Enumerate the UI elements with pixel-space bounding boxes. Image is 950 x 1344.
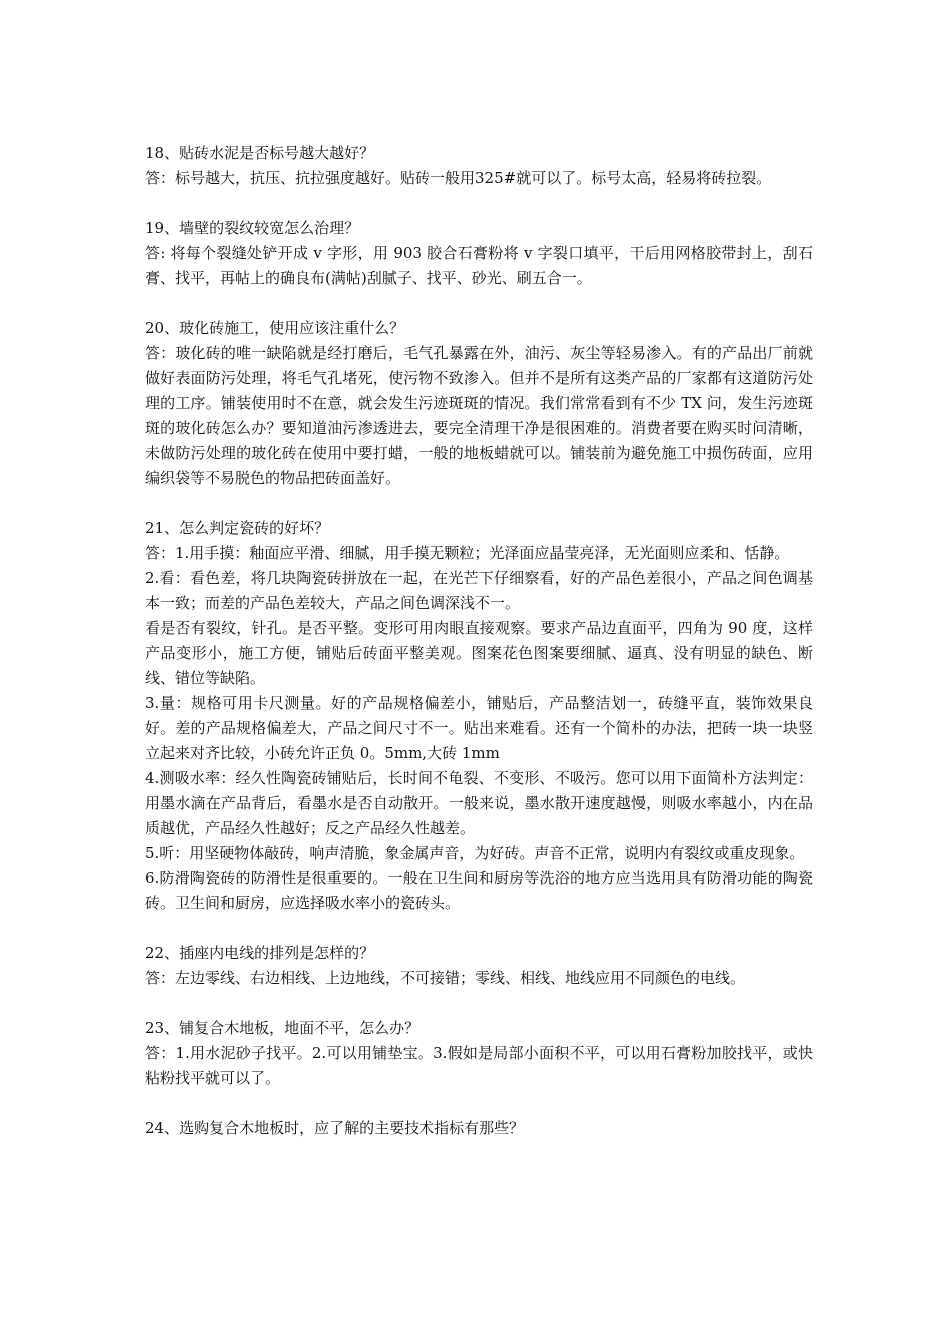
question-24: 24、选购复合木地板时，应了解的主要技术指标有那些？: [145, 1119, 525, 1137]
qa-item-24: [145, 1116, 813, 1141]
qa-item-19: [145, 216, 813, 291]
answer-21-part-4: 3.量：规格可用卡尺测量。好的产品规格偏差小，铺贴后，产品整洁划一，砖缝平直，装饰效果良好。差的产品规格偏差大，产品之间尺寸不一。贴出来难看。还有一个简朴的办法，把砖一块一块竖立起来对齐比较，小砖允许正负 0。5mm,大砖 1mm: [145, 694, 813, 762]
qa-item-22: [145, 941, 813, 991]
answer-19: 答: 将每个裂缝处铲开成 v 字形，用 903 胶合石膏粉将 v 字裂口填平，干后用网格胶带封上，刮石膏、找平，再帖上的确良布(满帖)刮腻子、找平、砂光、刷五合一。: [145, 244, 813, 287]
question-18: 18、贴砖水泥是否标号越大越好？: [145, 144, 375, 162]
answer-21-part-1: 答：1.用手摸：釉面应平滑、细腻，用手摸无颗粒；光泽面应晶莹亮泽，无光面则应柔和、恬静。: [145, 544, 790, 562]
question-19: 19、墙壁的裂纹较宽怎么治理？: [145, 219, 360, 237]
document-body: [145, 141, 813, 1166]
qa-item-23: [145, 1016, 813, 1091]
answer-20: 答：玻化砖的唯一缺陷就是经打磨后，毛气孔暴露在外，油污、灰尘等轻易渗入。有的产品出厂前就做好表面防污处理，将毛气孔堵死，使污物不致渗入。但并不是所有这类产品的厂家都有这道防污处理的工序。铺装使用时不在意，就会发生污迹斑斑的情况。我们常常看到有不少 TX 问，发生污迹斑斑的玻化砖怎么办？要知道油污渗透进去，要完全清理干净是很困难的。消费者要在购买时问清晰，未做防污处理的玻化砖在使用中要打蜡，一般的地板蜡就可以。铺装前为避免施工中损伤砖面，应用编织袋等不易脱色的物品把砖面盖好。: [145, 344, 813, 487]
answer-23: 答：1.用水泥砂子找平。2.可以用铺垫宝。3.假如是局部小面积不平，可以用石膏粉加胶找平，或快粘粉找平就可以了。: [145, 1044, 813, 1087]
answer-21-part-7: 6.防滑陶瓷砖的防滑性是很重要的。一般在卫生间和厨房等洗浴的地方应当选用具有防滑功能的陶瓷砖。卫生间和厨房，应选择吸水率小的瓷砖头。: [145, 869, 813, 912]
answer-18: 答：标号越大，抗压、抗拉强度越好。贴砖一般用325#就可以了。标号太高，轻易将砖拉裂。: [145, 169, 772, 187]
question-23: 23、铺复合木地板，地面不平，怎么办？: [145, 1019, 420, 1037]
answer-22: 答：左边零线、右边相线、上边地线，不可接错；零线、相线、地线应用不同颜色的电线。: [145, 969, 746, 987]
qa-item-21: [145, 516, 813, 916]
question-21: 21、怎么判定瓷砖的好坏？: [145, 519, 330, 537]
qa-item-20: [145, 316, 813, 491]
answer-21-part-3: 看是否有裂纹，针孔。是否平整。变形可用肉眼直接观察。要求产品边直面平，四角为 90 度，这样产品变形小，施工方便，铺贴后砖面平整美观。图案花色图案要细腻、逼真、没有明显的缺色、断线、错位等缺陷。: [145, 619, 813, 687]
qa-item-18: [145, 141, 813, 191]
question-20: 20、玻化砖施工，使用应该注重什么？: [145, 319, 405, 337]
answer-21-part-2: 2.看：看色差，将几块陶瓷砖拼放在一起，在光芒下仔细察看，好的产品色差很小，产品之间色调基本一致；而差的产品色差较大，产品之间色调深浅不一。: [145, 569, 813, 612]
answer-21-part-5: 4.测吸水率：经久性陶瓷砖铺贴后，长时间不龟裂、不变形、不吸污。您可以用下面简朴方法判定：用墨水滴在产品背后，看墨水是否自动散开。一般来说，墨水散开速度越慢，则吸水率越小，内在品质越优，产品经久性越好；反之产品经久性越差。: [145, 769, 813, 837]
answer-21-part-6: 5.听：用坚硬物体敲砖，响声清脆，象金属声音，为好砖。声音不正常，说明内有裂纹或重皮现象。: [145, 844, 805, 862]
question-22: 22、插座内电线的排列是怎样的？: [145, 944, 375, 962]
